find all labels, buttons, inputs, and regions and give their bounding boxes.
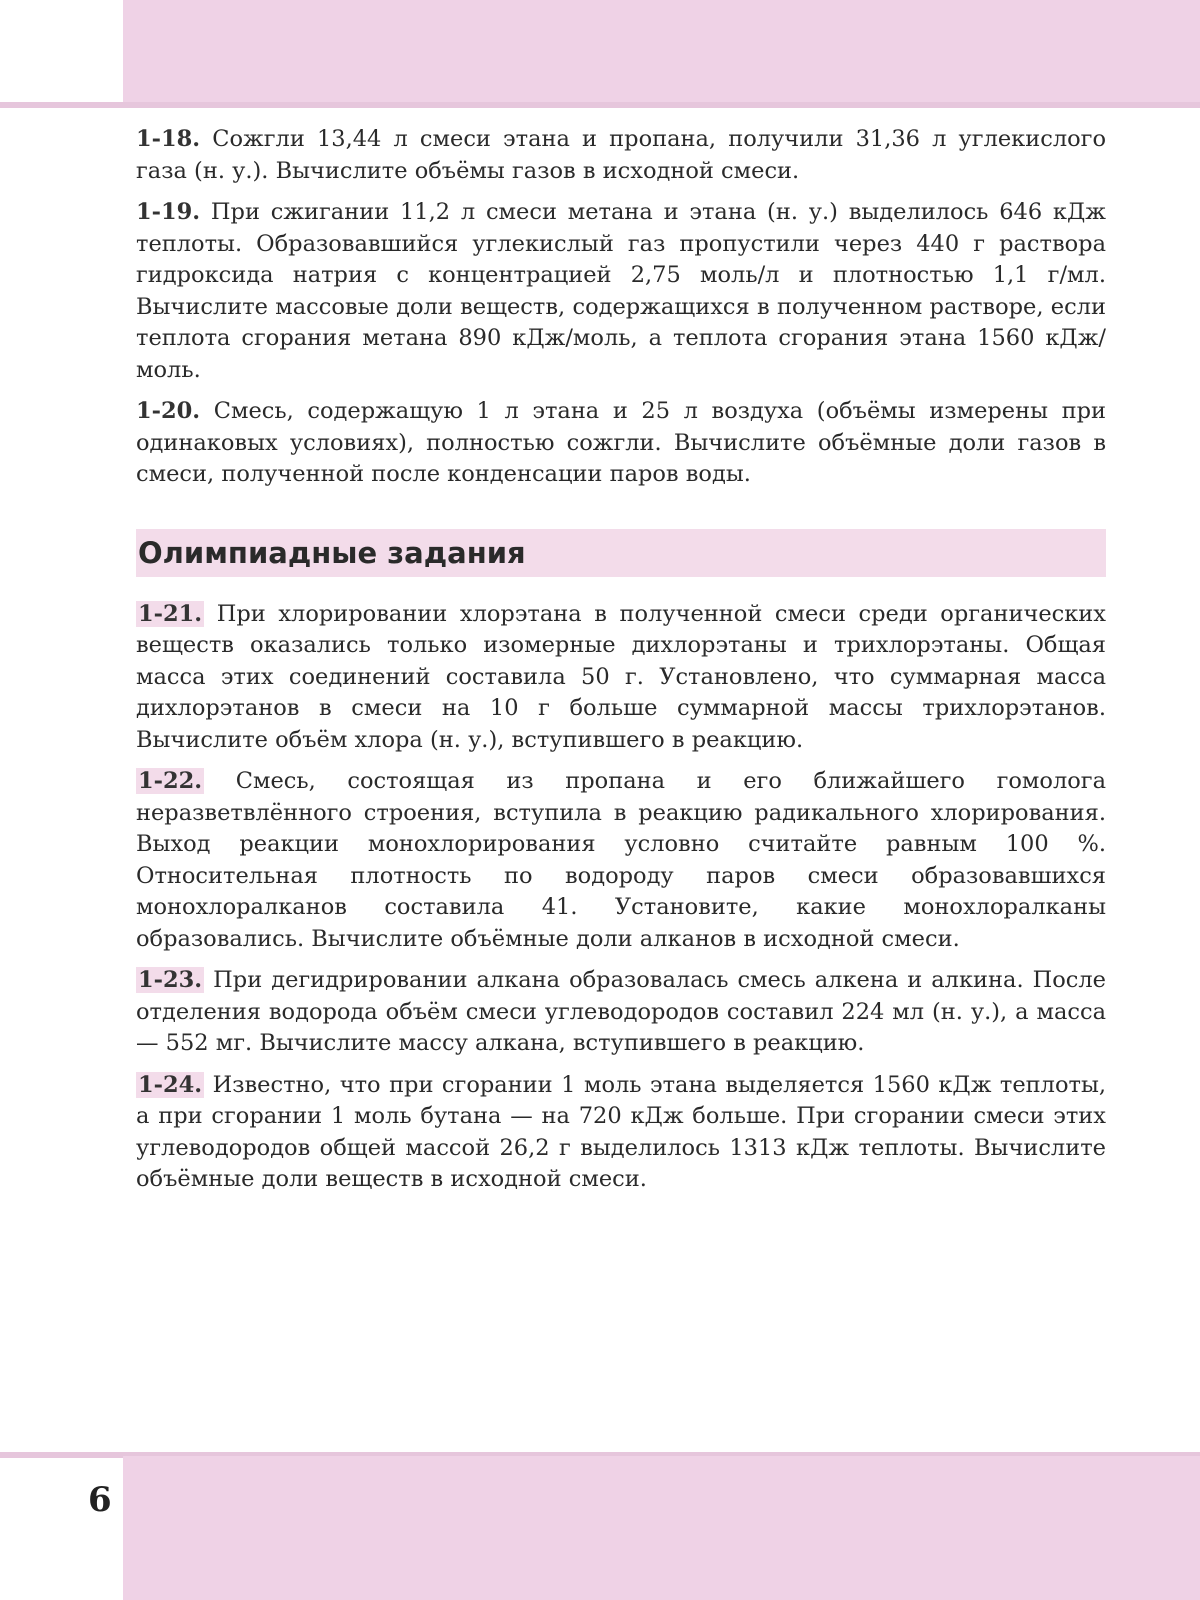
problem-text: При сжигании 11,2 л смеси метана и этана (н. у.) выделилось 646 кДж теплоты. Образовавшийся углекислый газ пропустили через 440 г раствора гидроксида натрия с концентрацией 2,75 моль/л и плотностью 1,1 г/мл. Вычислите массовые доли веществ, содержащихся в полученном растворе, если теплота сгорания метана 890 кДж/моль, а теплота сгорания этана 1560 кДж/моль. (136, 199, 1106, 383)
problem-number: 1-23. (138, 967, 203, 993)
section-title: Олимпиадные задания (138, 535, 526, 570)
problem-text: Смесь, содержащую 1 л этана и 25 л воздуха (объёмы измерены при одинаковых условиях), полностью сожгли. Вычислите объёмные доли газов в смеси, полученной после конденсации паров воды. (136, 398, 1107, 487)
page-number: 6 (88, 1480, 112, 1520)
problem-text: Смесь, состоящая из пропана и его ближайшего гомолога неразветвлённого строения, вступила в реакцию радикального хлорирования. Выход реакции монохлорирования условно считайте равным 100 %. Относительная плотность по водороду паров смеси образовавшихся монохлоралканов составила 41. Установите, какие монохлоралканы образовались. Вычислите объёмные доли алканов в исходной смеси. (136, 768, 1106, 952)
problem-1-23 (136, 965, 1106, 1060)
problem-text: Известно, что при сгорании 1 моль этана выделяется 1560 кДж теплоты, а при сгорании 1 моль бутана — на 720 кДж больше. При сгорании смеси этих углеводородов общей массой 26,2 г выделилось 1313 кДж теплоты. Вычислите объёмные доли веществ в исходной смеси. (136, 1071, 1107, 1192)
problem-text: При хлорировании хлорэтана в полученной смеси среди органических веществ оказались только изомерные дихлорэтаны и трихлорэтаны. Общая масса этих соединений составила 50 г. Установлено, что суммарная масса дихлорэтанов в смеси на 10 г больше суммарной массы трихлорэтанов. Вычислите объём хлора (н. у.), вступившего в реакцию. (136, 600, 1106, 753)
problem-number: 1-18. (136, 126, 201, 152)
problem-1-24 (136, 1070, 1106, 1196)
problem-number: 1-22. (138, 768, 203, 794)
header-rule (0, 102, 1200, 108)
problem-number: 1-21. (138, 600, 203, 627)
footer-band (123, 1456, 1200, 1600)
problem-1-18 (136, 124, 1106, 187)
page-content (136, 124, 1106, 1206)
problem-1-21 (136, 599, 1106, 757)
problem-text: Сожгли 13,44 л смеси этана и пропана, получили 31,36 л углекислого газа (н. у.). Вычислите объёмы газов в исходной смеси. (136, 126, 1107, 184)
problem-number: 1-24. (138, 1071, 203, 1098)
problem-1-20 (136, 396, 1106, 491)
problem-1-22 (136, 766, 1106, 955)
problem-number: 1-20. (136, 398, 201, 424)
problem-1-19 (136, 197, 1106, 386)
olympiad-section-heading (136, 529, 1106, 577)
problem-text: При дегидрировании алкана образовалась смесь алкена и алкина. После отделения водорода объём смеси углеводородов составил 224 мл (н. у.), а масса — 552 мг. Вычислите массу алкана, вступившего в реакцию. (136, 967, 1106, 1056)
header-band (123, 0, 1200, 104)
problem-number: 1-19. (136, 199, 201, 225)
